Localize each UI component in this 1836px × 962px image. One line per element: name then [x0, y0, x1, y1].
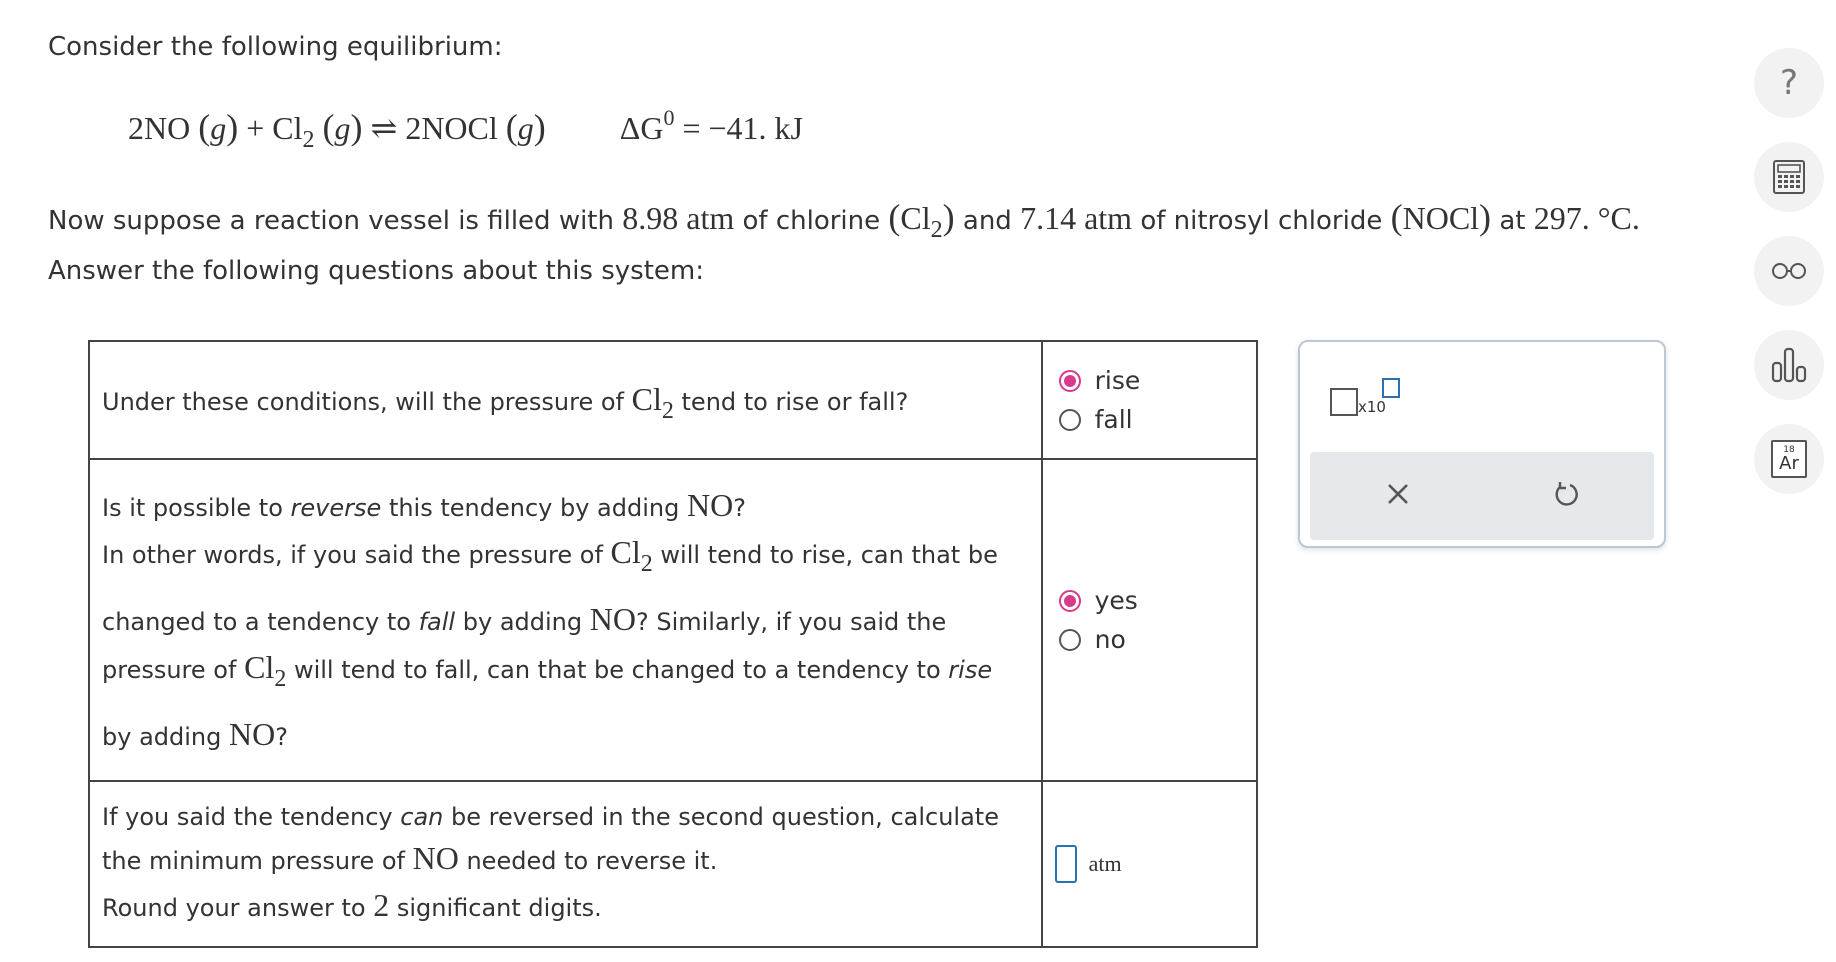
question-2-answer [1042, 459, 1257, 781]
instructions: Answer the following questions about this system: [48, 256, 704, 286]
reactant-cl2: Cl [272, 110, 303, 146]
equilibrium-arrow: ⇌ [370, 110, 398, 146]
periodic-table-icon: 18 Ar [1771, 440, 1807, 478]
radio-no[interactable] [1059, 629, 1081, 651]
option-no[interactable]: no [1059, 625, 1244, 654]
close-icon [1384, 480, 1412, 508]
calculator-button[interactable] [1754, 142, 1824, 212]
undo-icon [1551, 479, 1581, 509]
x10-label: x10 [1358, 398, 1386, 416]
exponent-box-icon [1382, 378, 1400, 398]
clear-button[interactable] [1378, 474, 1418, 514]
radio-fall[interactable] [1059, 409, 1081, 431]
periodic-table-button[interactable] [1754, 424, 1824, 494]
question-row-2 [89, 459, 1257, 781]
question-row-1 [89, 341, 1257, 459]
option-fall[interactable]: fall [1059, 405, 1244, 434]
problem-statement: Now suppose a reaction vessel is filled with 8.98 atm of chlorine $(Cl_2)$ and 7.14 atm of nitrosyl chloride (NOCl) at 297. °C. [48, 197, 1640, 243]
question-1-answer [1042, 341, 1257, 459]
data-chart-button[interactable] [1754, 330, 1824, 400]
nocl-pressure: 7.14 atm [1020, 200, 1133, 236]
base-box-icon [1330, 388, 1358, 416]
radio-yes[interactable] [1059, 590, 1081, 612]
reader-button[interactable] [1754, 236, 1824, 306]
equilibrium-equation: 2NO $(g) + Cl_2$ (g) ⇌ 2NOCl (g) $\Delta G^0 = -41$. kJ [128, 105, 803, 153]
product-nocl: 2NOCl [405, 110, 498, 146]
undo-button[interactable] [1546, 474, 1586, 514]
question-1-text: Under these conditions, will the pressure of $Cl_2$ tend to rise or fall? [89, 341, 1042, 459]
questions-table [88, 340, 1258, 948]
intro-text: Consider the following equilibrium: [48, 32, 503, 62]
help-icon: ? [1779, 63, 1799, 103]
question-row-3 [89, 781, 1257, 947]
option-rise[interactable]: rise [1059, 366, 1244, 395]
calculator-icon [1771, 159, 1807, 195]
reactant-no: 2NO [128, 110, 191, 146]
question-2-text: Is it possible to reverse this tendency by adding NO? In other words, if you said the pressure of $Cl_2$ will tend to rise, can that be changed to a tendency to fall by adding NO? Similarly, if you said the pressure of $Cl_2$ will tend to fall, can that be changed to a tendency to rise by adding NO? [89, 459, 1042, 781]
bar-chart-icon [1769, 345, 1809, 385]
question-3-text: If you said the tendency can be reversed in the second question, calculate the minimum pressure of NO needed to reverse it. Round your answer to 2 significant digits. [89, 781, 1042, 947]
radio-rise[interactable] [1059, 370, 1081, 392]
glasses-icon [1769, 261, 1809, 281]
help-button[interactable] [1754, 48, 1824, 118]
temperature: 297. °C. [1533, 200, 1640, 236]
answer-unit: atm [1088, 851, 1122, 876]
panel-action-bar [1310, 452, 1654, 540]
cl2-pressure: 8.98 atm [622, 200, 735, 236]
pressure-answer-input[interactable] [1055, 845, 1077, 883]
math-toolbar-panel [1298, 340, 1666, 548]
question-3-answer [1042, 781, 1257, 947]
scientific-notation-button[interactable] [1330, 378, 1410, 428]
delta-g: $\Delta G^0 = -41$. kJ [619, 105, 803, 146]
option-yes[interactable]: yes [1059, 586, 1244, 615]
